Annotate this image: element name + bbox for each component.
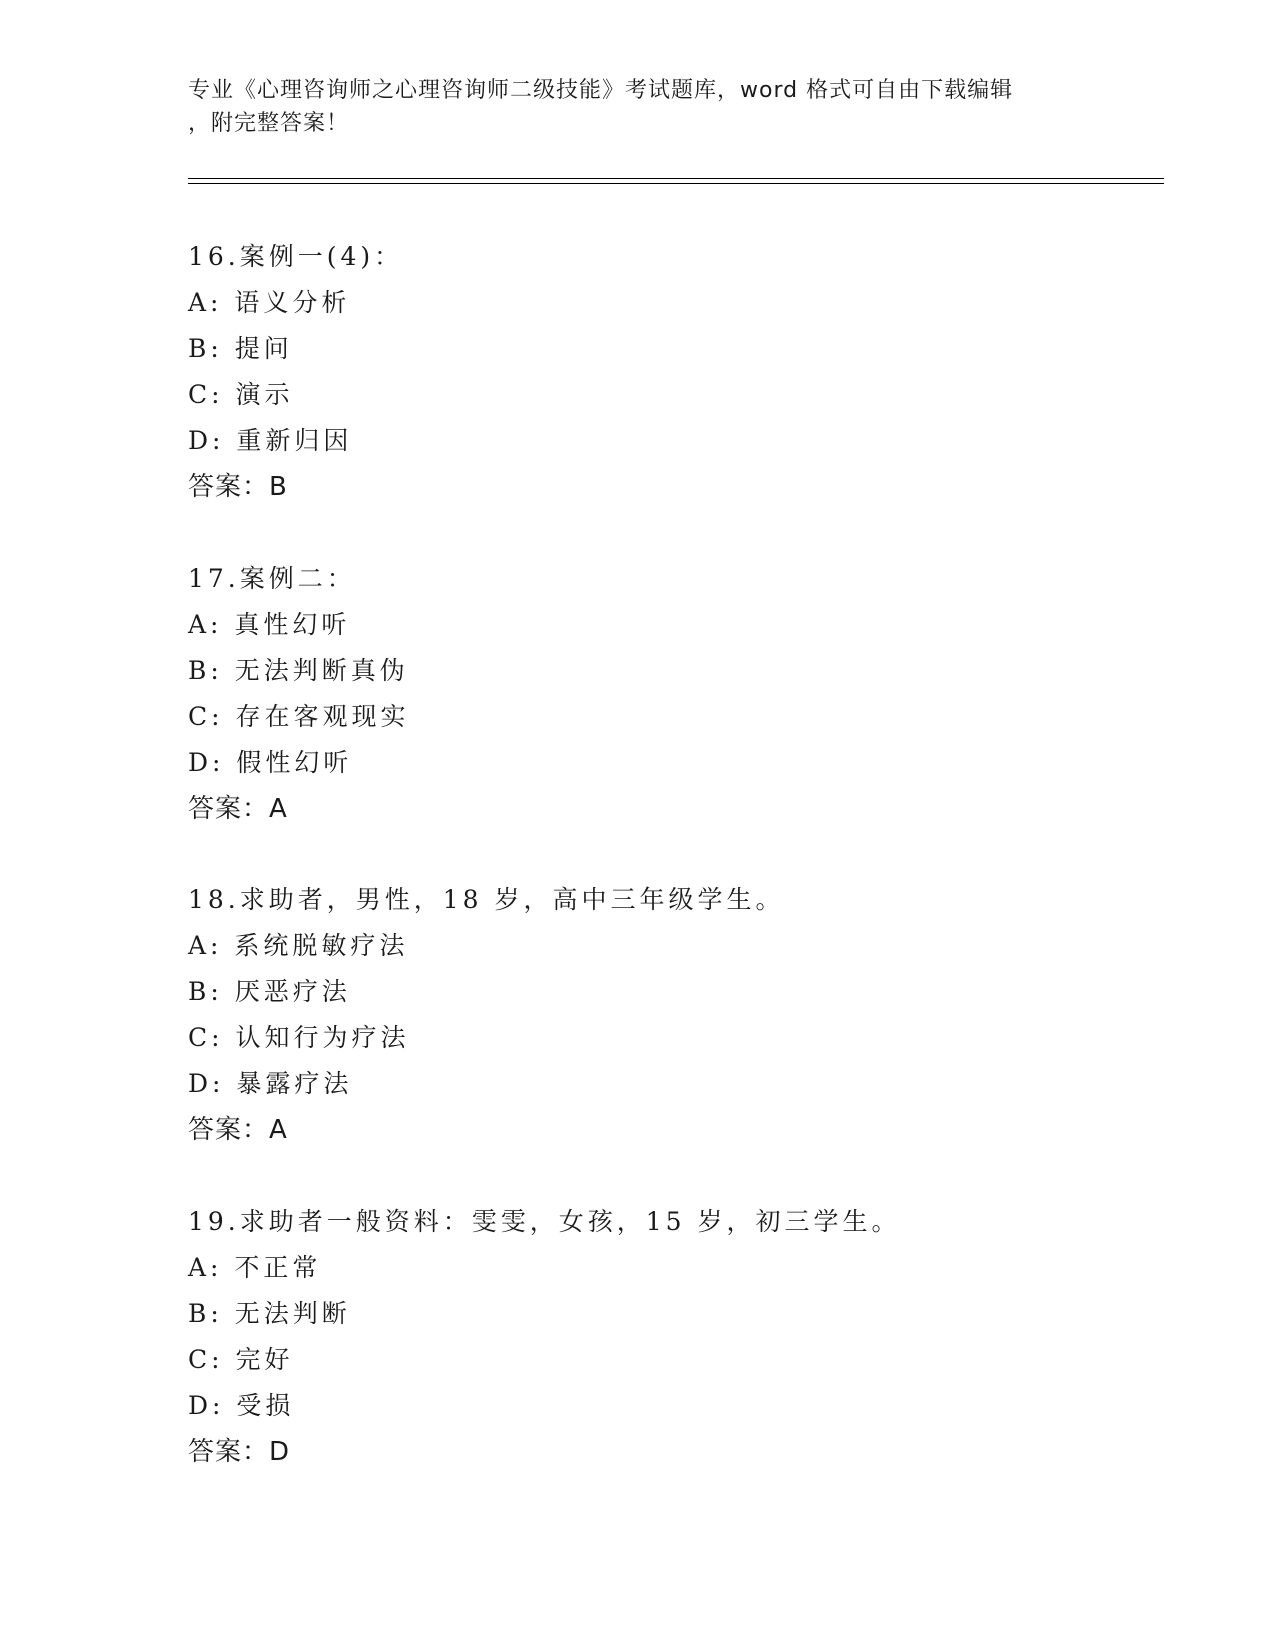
option-c: C: 完好 xyxy=(188,1345,294,1374)
option-a: A: 不正常 xyxy=(188,1253,322,1282)
answer-line: 答案：A xyxy=(188,1115,288,1145)
header-line-1: 专业《心理咨询师之心理咨询师二级技能》考试题库，word 格式可自由下载编辑 xyxy=(188,78,1014,103)
question-stem: 18.求助者，男性，18 岁，高中三年级学生。 xyxy=(188,885,785,914)
document-header xyxy=(188,74,1088,140)
option-c: C: 存在客观现实 xyxy=(188,702,410,731)
question-16 xyxy=(188,234,1168,510)
option-c: C: 演示 xyxy=(188,380,294,409)
question-stem: 17.案例二： xyxy=(188,564,356,593)
answer-line: 答案：B xyxy=(188,472,288,502)
question-stem: 16.案例一(4)： xyxy=(188,242,404,271)
option-c: C: 认知行为疗法 xyxy=(188,1023,410,1052)
option-a: A: 系统脱敏疗法 xyxy=(188,931,409,960)
option-b: B: 无法判断真伪 xyxy=(188,656,409,685)
option-d: D: 假性幻听 xyxy=(188,748,353,777)
option-a: A: 语义分析 xyxy=(188,288,351,317)
header-line-2: ，附完整答案！ xyxy=(188,111,350,136)
option-d: D: 重新归因 xyxy=(188,426,353,455)
question-stem: 19.求助者一般资料：雯雯，女孩，15 岁，初三学生。 xyxy=(188,1207,901,1236)
option-b: B: 提问 xyxy=(188,334,293,363)
question-17 xyxy=(188,556,1168,832)
option-d: D: 暴露疗法 xyxy=(188,1069,353,1098)
answer-line: 答案：A xyxy=(188,794,288,824)
option-d: D: 受损 xyxy=(188,1391,295,1420)
question-18 xyxy=(188,877,1168,1153)
question-19 xyxy=(188,1199,1168,1475)
option-a: A: 真性幻听 xyxy=(188,610,351,639)
option-b: B: 厌恶疗法 xyxy=(188,977,351,1006)
header-divider-bottom xyxy=(188,183,1164,184)
answer-line: 答案：D xyxy=(188,1437,291,1467)
header-divider-top xyxy=(188,178,1164,179)
option-b: B: 无法判断 xyxy=(188,1299,351,1328)
